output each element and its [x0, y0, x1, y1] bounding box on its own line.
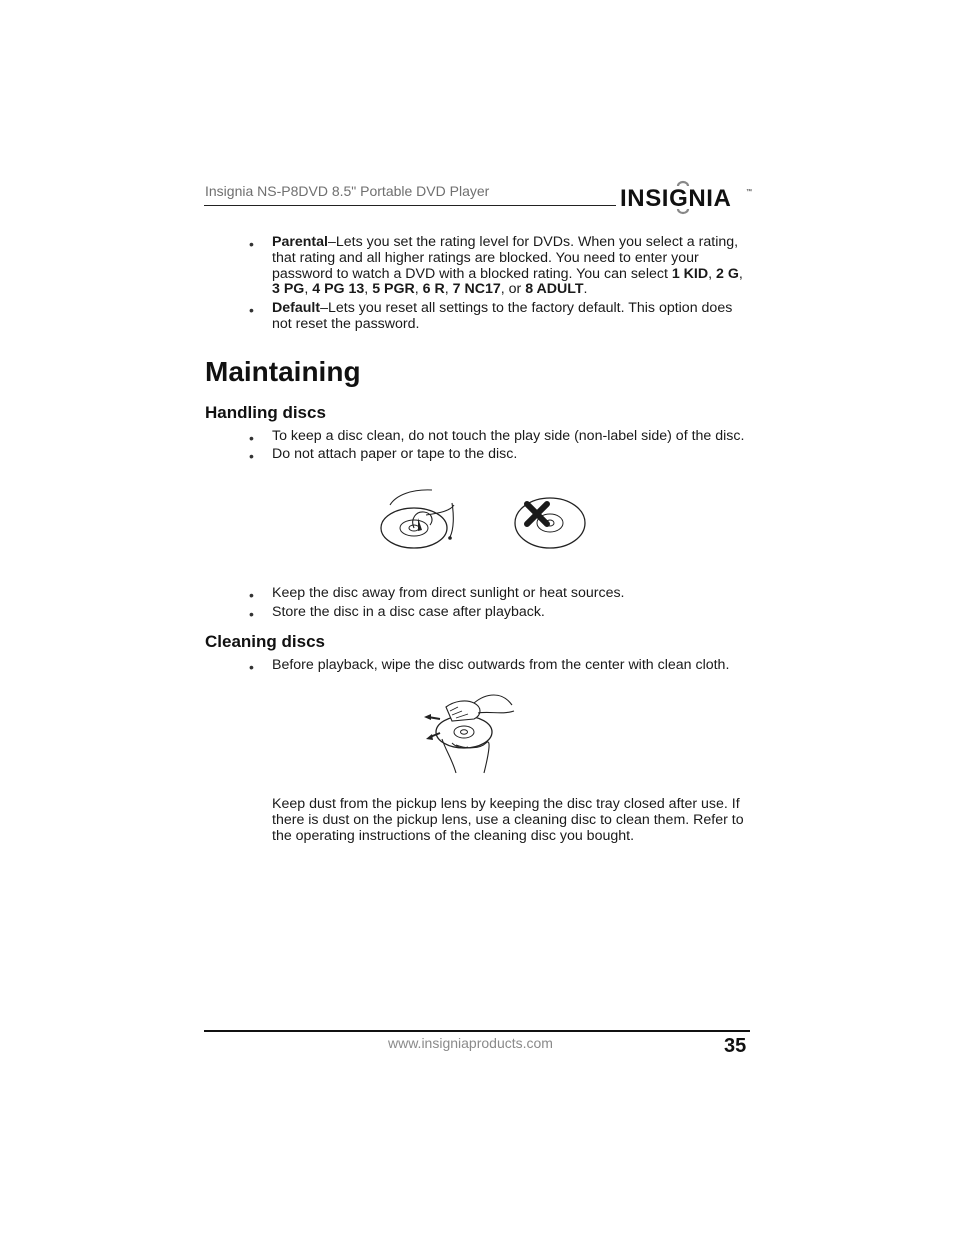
- bullet-marker: •: [249, 606, 254, 622]
- bullet-marker: •: [249, 430, 254, 446]
- bullet-marker: •: [249, 587, 254, 603]
- footer-url[interactable]: www.insigniaproducts.com: [388, 1035, 553, 1051]
- section-title: Maintaining: [205, 356, 361, 387]
- handling-bullet-2: Do not attach paper or tape to the disc.: [272, 446, 518, 462]
- parental-item: Parental–Lets you set the rating level for DVDs. When you select a rating, that rating and all higher ratings are blocked. You need to enter your password to watch a DVD with a blocked rating. You can select 1 KID, 2 G, 3 PG, 4 PG 13, 5 PGR, 6 R, 7 NC17, or 8 ADULT.: [272, 234, 743, 298]
- logo-trademark: ™: [746, 189, 752, 195]
- bullet-marker: •: [249, 448, 254, 464]
- disc-hold-illustration: [378, 485, 468, 553]
- page-number: 35: [724, 1035, 747, 1057]
- cleaning-bullet-1: Before playback, wipe the disc outwards from the center with clean cloth.: [272, 657, 730, 673]
- disc-wipe-illustration: [422, 687, 518, 777]
- handling-discs-heading: Handling discs: [205, 403, 326, 422]
- default-label: Default: [272, 300, 321, 316]
- running-header-title: Insignia NS-P8DVD 8.5" Portable DVD Player: [205, 183, 490, 199]
- handling-bullet-3: Keep the disc away from direct sunlight or heat sources.: [272, 585, 625, 601]
- handling-bullet-4: Store the disc in a disc case after playback.: [272, 604, 545, 620]
- footer-rule: [204, 1030, 750, 1032]
- bullet-marker: •: [249, 236, 254, 252]
- header-rule: [204, 205, 616, 206]
- insignia-logo-graphic: [620, 180, 752, 216]
- logo-wordmark: INSIGNIA: [620, 185, 732, 212]
- disc-no-tape-illustration: [513, 494, 589, 552]
- insignia-logo: [620, 180, 752, 216]
- default-item: Default–Lets you reset all settings to the factory default. This option does not reset the password.: [272, 300, 733, 332]
- handling-bullet-1: To keep a disc clean, do not touch the play side (non-label side) of the disc.: [272, 428, 745, 444]
- bullet-marker: •: [249, 302, 254, 318]
- cleaning-discs-heading: Cleaning discs: [205, 632, 325, 651]
- parental-label: Parental: [272, 234, 328, 250]
- pickup-lens-paragraph: Keep dust from the pickup lens by keeping the disc tray closed after use. If there is dust on the pickup lens, use a cleaning disc to clean them. Refer to the operating instructions of the cleaning disc you bought.: [272, 796, 744, 844]
- bullet-marker: •: [249, 659, 254, 675]
